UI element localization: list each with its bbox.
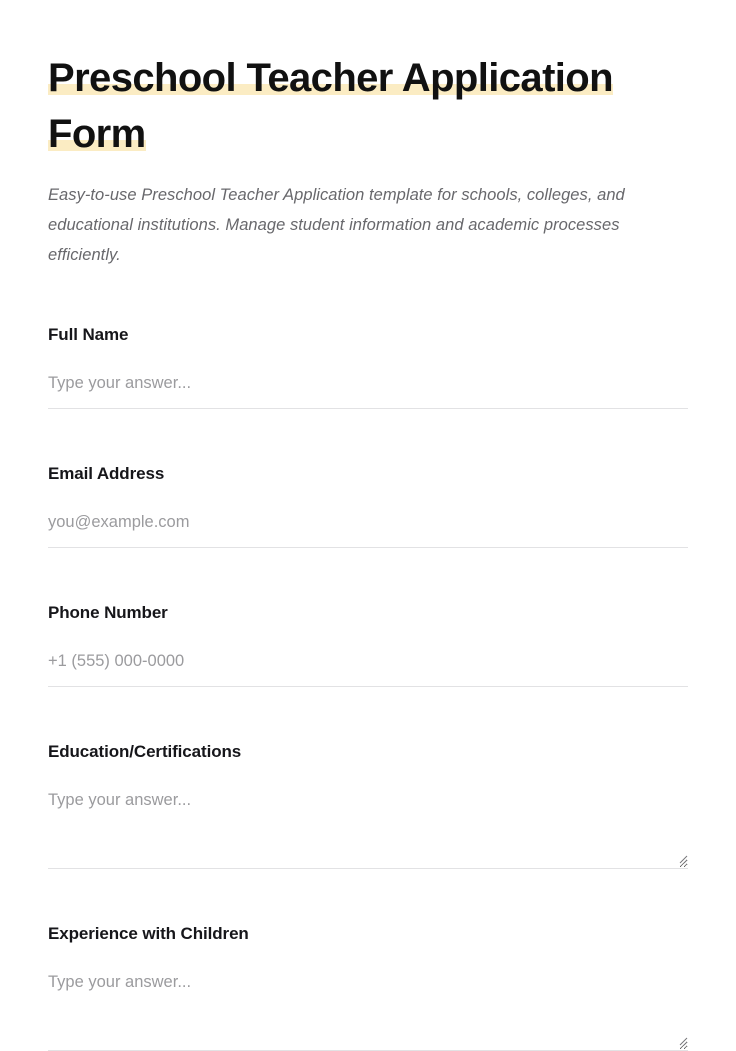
field-education-certifications [48,687,688,869]
field-control-phone-number [48,650,688,687]
field-control-email-address [48,511,688,548]
field-label-education-certifications: Education/Certifications [48,742,242,761]
field-label-full-name: Full Name [48,325,129,344]
form-content-column [48,0,688,1051]
page-title-text: Preschool Teacher Application Form [48,56,613,156]
field-control-full-name [48,372,688,409]
page-description: Easy-to-use Preschool Teacher Application template for schools, colleges, and educational institutions. Manage student information and academic processes efficiently. [48,186,625,264]
field-control-experience-with-children [48,971,688,1051]
page-title [48,0,673,162]
field-phone-number [48,548,688,687]
field-control-education-certifications [48,789,688,869]
field-label-experience-with-children: Experience with Children [48,924,249,943]
field-full-name [48,270,688,409]
field-label-email-address: Email Address [48,464,165,483]
field-label-phone-number: Phone Number [48,603,168,622]
field-email-address [48,409,688,548]
education-certifications-textarea[interactable] [48,789,688,869]
full-name-input[interactable] [48,372,688,409]
phone-number-input[interactable] [48,650,688,687]
email-address-input[interactable] [48,511,688,548]
experience-with-children-textarea[interactable] [48,971,688,1051]
